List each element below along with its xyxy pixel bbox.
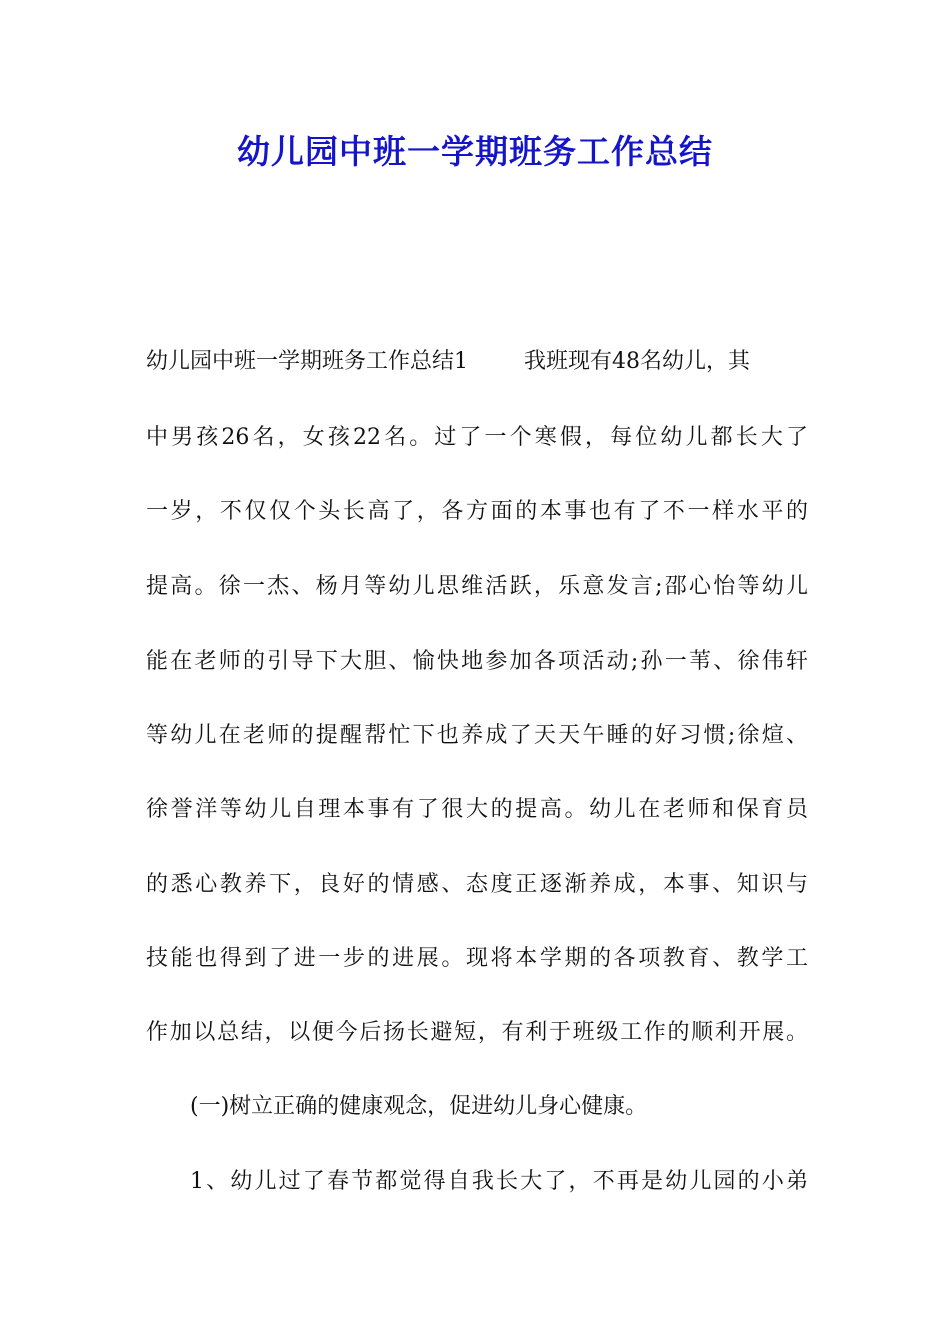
body-line-7: 徐誉洋等幼儿自理本事有了很大的提高。幼儿在老师和保育员 [146, 797, 808, 822]
body-line-5: 能在老师的引导下大胆、愉快地参加各项活动;孙一苇、徐伟轩 [146, 649, 808, 674]
section-heading: (一)树立正确的健康观念，促进幼儿身心健康。 [190, 1094, 648, 1119]
body-line-2: 中男孩26名，女孩22名。过了一个寒假，每位幼儿都长大了 [146, 425, 808, 450]
body-line-9: 技能也得到了进一步的进展。现将本学期的各项教育、教学工 [146, 946, 808, 971]
document-title: 幼儿园中班一学期班务工作总结 [237, 132, 713, 171]
body-line-4: 提高。徐一杰、杨月等幼儿思维活跃，乐意发言;邵心怡等幼儿 [146, 574, 808, 599]
paragraph-text: 我班现有48名幼儿，其 [524, 349, 750, 374]
list-item-1: 1、幼儿过了春节都觉得自我长大了，不再是幼儿园的小弟 [190, 1169, 808, 1194]
body-line-10: 作加以总结，以便今后扬长避短，有利于班级工作的顺利开展。 [146, 1020, 808, 1045]
body-line-6: 等幼儿在老师的提醒帮忙下也养成了天天午睡的好习惯;徐煊、 [146, 723, 808, 748]
body-line-8: 的悉心教养下，良好的情感、态度正逐渐养成，本事、知识与 [146, 872, 808, 897]
intro-heading: 幼儿园中班一学期班务工作总结1 [146, 349, 468, 374]
body-line-3: 一岁，不仅仅个头长高了，各方面的本事也有了不一样水平的 [146, 499, 808, 524]
body-line-1 [146, 344, 808, 380]
